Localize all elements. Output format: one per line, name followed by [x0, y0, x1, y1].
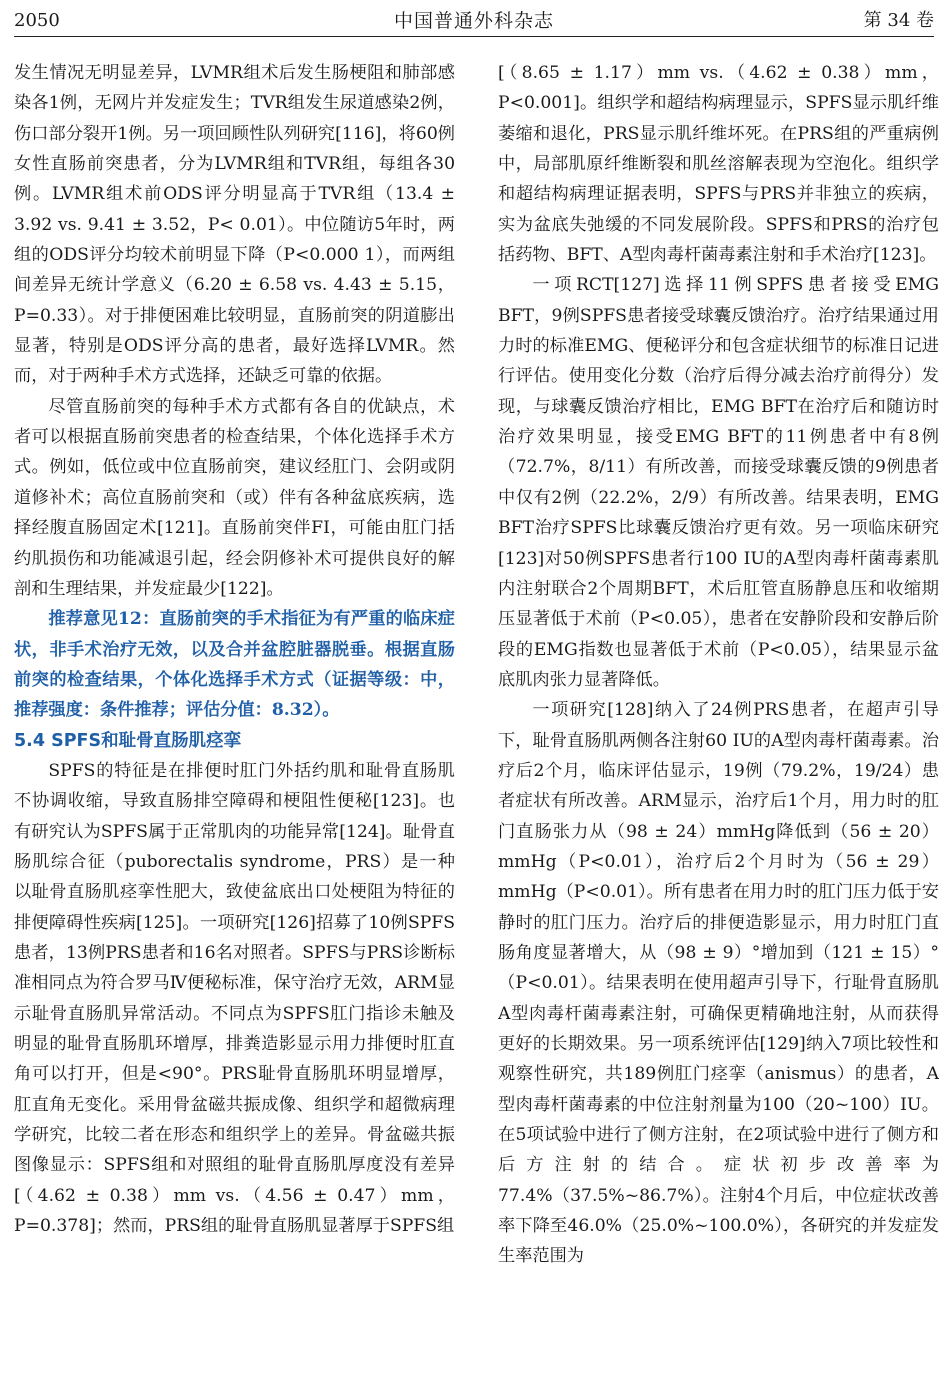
page-header [14, 8, 934, 37]
journal-title: 中国普通外科杂志 [393, 10, 554, 32]
paragraph: 一项RCT[127]选择11例SPFS患者接受EMG BFT，9例SPFS患者接受球囊反馈治疗。治疗结果通过用力时的标准EMG、便秘评分和包含症状细节的标准日记进行评估。使用变化分数（治疗后得分减去治疗前得分）发现，与球囊反馈治疗相比，EMG BFT在治疗后和随访时治疗效果明显，接受EMG BFT的11例患者中有8例（72.7%，8/11）有所改善，而接受球囊反馈的9例患者中仅有2例（22.2%，2/9）有所改善。结果表明，EMG BFT治疗SPFS比球囊反馈治疗更有效。另一项临床研究[123]对50例SPFS患者行100 IU的A型肉毒杆菌毒素肌内注射联合2个周期BFT，术后肛管直肠静息压和收缩期压显著低于术前（P<0.05），患者在安静阶段和安静后阶段的EMG指数也显著低于术前（P<0.05），结果显示盆底肌肉张力显著降低。 [498, 275, 939, 690]
right-column [498, 58, 939, 1388]
paragraph: 一项研究[128]纳入了24例PRS患者，在超声引导下，耻骨直肠肌两侧各注射60 IU的A型肉毒杆菌毒素。治疗后2个月，临床评估显示，19例（79.2%，19/24）患者症状有所改善。ARM显示，治疗后1个月，用力时的肛门直肠张力从（98 ± 24）mmHg降低到（56 ± 20）mmHg（P<0.01），治疗后2个月时为（56 ± 29）mmHg（P<0.01）。所有患者在用力时的肛门压力低于安静时的肛门压力。治疗后的排便造影显示，用力时肛门直肠角度显著增大，从（98 ± 9）°增加到（121 ± 15）°（P<0.01）。结果表明在使用超声引导下，行耻骨直肠肌A型肉毒杆菌毒素注射，可确保更精确地注射，从而获得更好的长期效果。另一项系统评估[129]纳入7项比较性和观察性研究，共189例肛门痉挛（anismus）的患者，A型肉毒杆菌毒素的中位注射剂量为100（20~100）IU。在5项试验中进行了侧方注射，在2项试验中进行了侧方和后方注射的结合。症状初步改善率为77.4%（37.5%~86.7%）。注射4个月后，中位症状改善率下降至46.0%（25.0%~100.0%），各研究的并发症发生率范围为 [498, 700, 939, 1267]
volume-label: 第 34 卷 [863, 10, 934, 31]
paragraph: [（8.65 ± 1.17）mm vs.（4.62 ± 0.38）mm，P<0.001]。组织学和超结构病理显示，SPFS显示肌纤维萎缩和退化，PRS显示肌纤维坏死。在PRS组的严重病例中，局部肌原纤维断裂和肌丝溶解表现为空泡化。组织学和超结构病理证据表明，SPFS与PRS并非独立的疾病，实为盆底失弛缓的不同发展阶段。SPFS和PRS的治疗包括药物、BFT、A型肉毒杆菌毒素注射和手术治疗[123]。 [498, 63, 939, 266]
paragraph: 尽管直肠前突的每种手术方式都有各自的优缺点，术者可以根据直肠前突患者的检查结果，个体化选择手术方式。例如，低位或中位直肠前突，建议经肛门、会阴或阴道修补术；高位直肠前突和（或）伴有各种盆底疾病，选择经腹直肠固定术[121]。直肠前突伴FI，可能由肛门括约肌损伤和功能减退引起，经会阴修补术可提供良好的解剖和生理结果，并发症最少[122]。 [14, 396, 455, 599]
section-heading: 5.4 SPFS和耻骨直肠肌痉挛 [14, 730, 242, 751]
page-number: 2050 [14, 10, 60, 31]
recommendation-12: 推荐意见12：直肠前突的手术指征为有严重的临床症状，非手术治疗无效，以及合并盆腔脏器脱垂。根据直肠前突的检查结果，个体化选择手术方式（证据等级：中，推荐强度：条件推荐；评估分值：8.32）。 [14, 609, 455, 721]
left-column [14, 58, 455, 1388]
paragraph: 发生情况无明显差异，LVMR组术后发生肠梗阻和肺部感染各1例，无网片并发症发生；TVR组发生尿道感染2例，伤口部分裂开1例。另一项回顾性队列研究[116]，将60例女性直肠前突患者，分为LVMR组和TVR组，每组各30例。LVMR组术前ODS评分明显高于TVR组（13.4 ± 3.92 vs. 9.41 ± 3.52，P< 0.01）。中位随访5年时，两组的ODS评分均较术前明显下降（P<0.000 1），而两组间差异无统计学意义（6.20 ± 6.58 vs. 4.43 ± 5.15，P=0.33）。对于排便困难比较明显，直肠前突的阴道膨出显著，特别是ODS评分高的患者，最好选择LVMR。然而，对于两种手术方式选择，还缺乏可靠的依据。 [14, 63, 455, 387]
paragraph: SPFS的特征是在排便时肛门外括约肌和耻骨直肠肌不协调收缩，导致直肠排空障碍和梗阻性便秘[123]。也有研究认为SPFS属于正常肌肉的功能异常[124]。耻骨直肠肌综合征（puborectalis syndrome，PRS）是一种以耻骨直肠肌痉挛性肥大，致使盆底出口处梗阻为特征的排便障碍性疾病[125]。一项研究[126]招募了10例SPFS患者，13例PRS患者和16名对照者。SPFS与PRS诊断标准相同点为符合罗马Ⅳ便秘标准，保守治疗无效，ARM显示耻骨直肠肌异常活动。不同点为SPFS肛门指诊未触及明显的耻骨直肠肌环增厚，排粪造影显示用力排便时肛直角可以打开，但是<90°。PRS耻骨直肠肌环明显增厚，肛直角无变化。采用骨盆磁共振成像、组织学和超微病理学研究，比较二者在形态和组织学上的差异。骨盆磁共振图像显示：SPFS组和对照组的耻骨直肠肌厚度没有差异[（4.62 ± 0.38）mm vs.（4.56 ± 0.47）mm，P=0.378]；然而，PRS组的耻骨直肠肌显著厚于SPFS组 [14, 760, 455, 1237]
